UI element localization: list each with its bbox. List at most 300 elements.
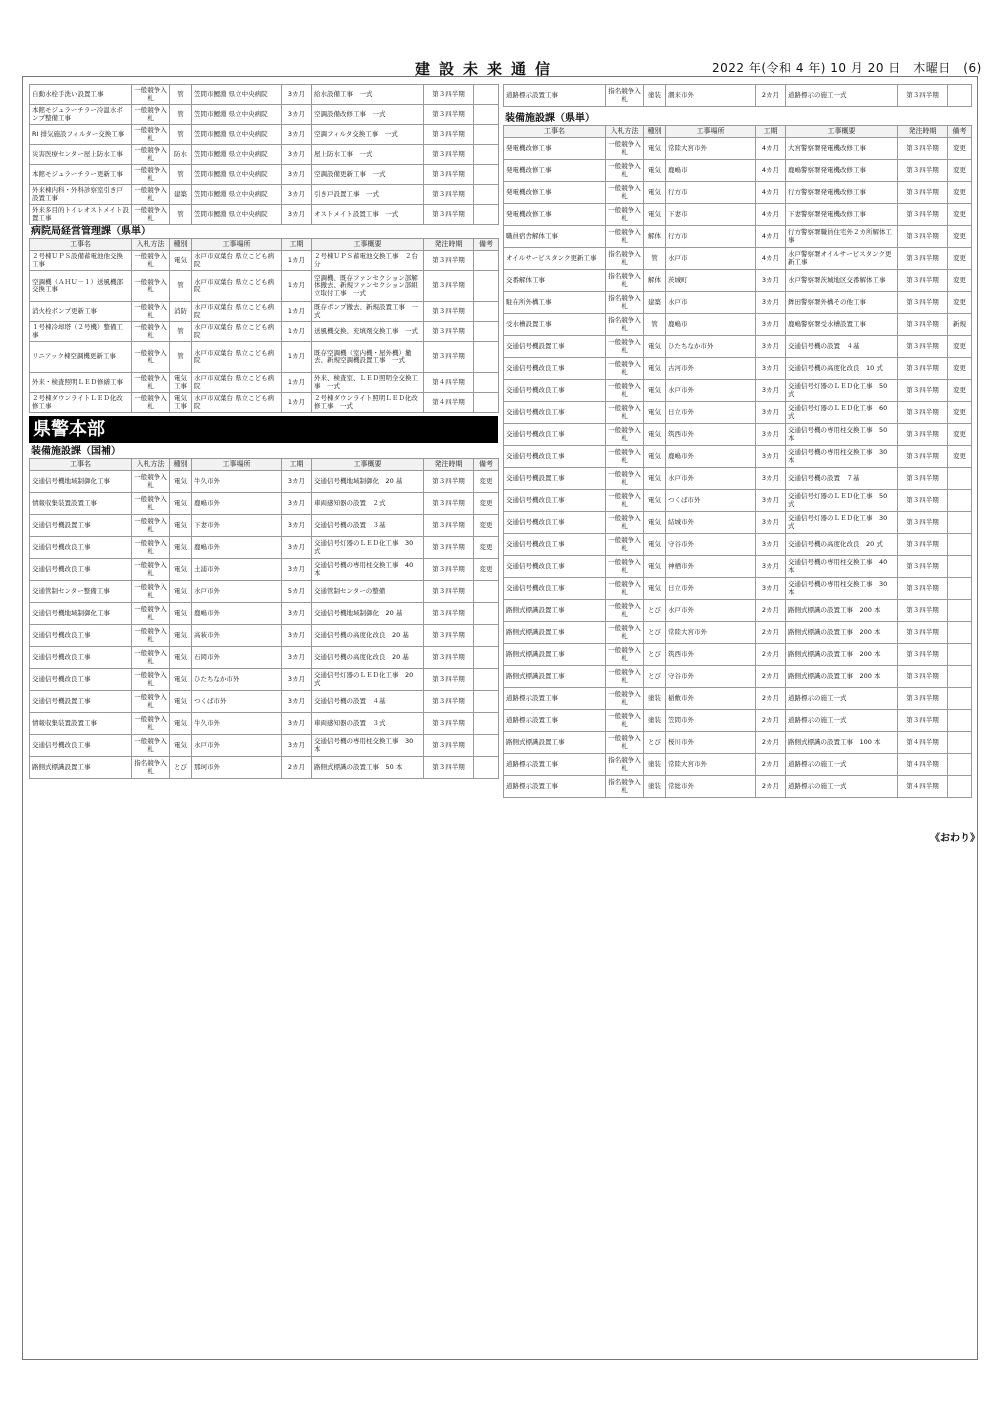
cell-summary: 送風機交換、充填剤交換工事 一式 (312, 322, 424, 342)
cell-bid-method: 指名競争入札 (606, 754, 644, 776)
cell-category: 電気 (644, 402, 666, 424)
cell-category: 電気 (170, 669, 192, 691)
table-row (30, 471, 499, 493)
cell-bid-method: 一般競争入札 (132, 559, 170, 581)
table-row (504, 556, 972, 578)
cell-work-name: 発電機改修工事 (504, 204, 606, 226)
table-row (30, 205, 499, 225)
table-row (504, 358, 972, 380)
cell-bid-method: 指名競争入札 (132, 757, 170, 779)
cell-order-timing: 第３四半期 (424, 85, 474, 105)
cell-remarks (948, 776, 972, 798)
cell-bid-method: 一般競争入札 (132, 515, 170, 537)
cell-period: 3カ月 (282, 735, 312, 757)
cell-order-timing: 第３四半期 (898, 270, 948, 292)
cell-work-name: 交通信号機改良工事 (30, 735, 132, 757)
cell-category: 電気工事 (170, 373, 192, 393)
table-row (504, 578, 972, 600)
cell-bid-method: 一般競争入札 (606, 732, 644, 754)
cell-summary: 交通信号灯器のＬＥＤ化工事 20 式 (312, 669, 424, 691)
section-title-police-national: 装備施設課（国補） (31, 446, 121, 457)
cell-location: 笠間市鯉淵 県立中央病院 (192, 125, 282, 145)
cell-work-name: 路側式標識設置工事 (504, 666, 606, 688)
cell-location: 高萩市外 (192, 625, 282, 647)
cell-order-timing: 第４四半期 (898, 776, 948, 798)
cell-bid-method: 一般競争入札 (132, 603, 170, 625)
cell-remarks (474, 185, 499, 205)
table-row (504, 754, 972, 776)
cell-summary: 交通信号機の高度化改良 20 基 (312, 647, 424, 669)
table-row (504, 402, 972, 424)
cell-work-name: 外来棟内科・外科診察室引き戸設置工事 (30, 185, 132, 205)
cell-remarks (474, 373, 499, 393)
table-row (30, 735, 499, 757)
cell-location: 下妻市 (666, 204, 756, 226)
column-header-location: 工事場所 (666, 126, 756, 138)
cell-summary: 交通信号機地域制御化 20 基 (312, 603, 424, 625)
table-row (30, 559, 499, 581)
cell-remarks (474, 165, 499, 185)
cell-period: 2カ月 (756, 688, 786, 710)
cell-work-name: 外来・検査照明ＬＥＤ修繕工事 (30, 373, 132, 393)
cell-remarks: 変更 (948, 226, 972, 248)
cell-bid-method: 一般競争入札 (132, 393, 170, 413)
cell-summary: 大宮警察署発電機改修工事 (786, 138, 898, 160)
cell-work-name: 交通信号機改良工事 (504, 534, 606, 556)
cell-location: 常総市外 (666, 776, 756, 798)
cell-remarks: 新規 (948, 314, 972, 336)
cell-order-timing: 第３四半期 (424, 625, 474, 647)
cell-location: 常陸大宮市外 (666, 754, 756, 776)
cell-category: とび (644, 600, 666, 622)
cell-location: 水戸市双葉台 県立こども病院 (192, 302, 282, 322)
cell-bid-method: 一般競争入札 (606, 204, 644, 226)
cell-period: 3カ月 (282, 713, 312, 735)
cell-category: 塗装 (644, 688, 666, 710)
cell-location: 笠間市鯉淵 県立中央病院 (192, 85, 282, 105)
cell-category: 電気 (170, 603, 192, 625)
cell-period: 1カ月 (282, 271, 312, 302)
cell-order-timing: 第３四半期 (424, 603, 474, 625)
cell-category: 管 (170, 322, 192, 342)
cell-order-timing: 第３四半期 (424, 647, 474, 669)
cell-category: 電気 (644, 578, 666, 600)
table-row (504, 160, 972, 182)
cell-work-name: 交通信号機地域制御化工事 (30, 471, 132, 493)
cell-work-name: 発電機改修工事 (504, 182, 606, 204)
cell-period: 2カ月 (756, 666, 786, 688)
cell-location: 笠間市外 (666, 710, 756, 732)
cell-bid-method: 一般競争入札 (606, 534, 644, 556)
table-row (30, 537, 499, 559)
cell-bid-method: 一般競争入札 (606, 578, 644, 600)
cell-period: 3カ月 (282, 647, 312, 669)
table-right-top (503, 84, 972, 107)
table-row (504, 85, 972, 107)
cell-period: 3カ月 (282, 493, 312, 515)
cell-location: 日立市外 (666, 402, 756, 424)
masthead (0, 58, 1000, 76)
cell-remarks: 変更 (948, 446, 972, 468)
table-row (30, 515, 499, 537)
cell-order-timing: 第３四半期 (424, 471, 474, 493)
cell-summary: 空調機、既存ファンセクション部解体撤去、新規ファンセクション部組立取付工事 一式 (312, 271, 424, 302)
cell-bid-method: 指名競争入札 (606, 248, 644, 270)
cell-bid-method: 一般競争入札 (132, 205, 170, 225)
cell-bid-method: 一般競争入札 (132, 145, 170, 165)
cell-location: 土浦市外 (192, 559, 282, 581)
table-row (30, 647, 499, 669)
cell-order-timing: 第３四半期 (898, 424, 948, 446)
cell-remarks (474, 735, 499, 757)
cell-summary: 交通信号機地域制御化 20 基 (312, 471, 424, 493)
cell-order-timing: 第３四半期 (898, 622, 948, 644)
table-row (30, 757, 499, 779)
cell-period: 3カ月 (756, 468, 786, 490)
cell-category: とび (644, 622, 666, 644)
cell-summary: 交通信号機の高度化改良 20 基 (312, 625, 424, 647)
cell-period: 2カ月 (282, 757, 312, 779)
cell-location: 桜川市外 (666, 732, 756, 754)
cell-category: 消防 (170, 302, 192, 322)
table-row (30, 125, 499, 145)
cell-bid-method: 一般競争入札 (606, 160, 644, 182)
cell-category: 電気 (644, 534, 666, 556)
cell-location: 日立市外 (666, 578, 756, 600)
cell-order-timing: 第３四半期 (898, 336, 948, 358)
cell-summary: 交通信号機の高度化改良 20 式 (786, 534, 898, 556)
cell-period: 1カ月 (282, 393, 312, 413)
cell-period: 2カ月 (756, 732, 786, 754)
cell-period: 3カ月 (756, 578, 786, 600)
cell-period: 3カ月 (756, 534, 786, 556)
cell-summary: 路側式標識の設置工事 200 本 (786, 622, 898, 644)
cell-remarks (474, 713, 499, 735)
cell-work-name: 空調機（ＡＨＵ－１）送風機部交換工事 (30, 271, 132, 302)
cell-remarks (474, 145, 499, 165)
cell-order-timing: 第３四半期 (898, 160, 948, 182)
cell-category: 管 (170, 271, 192, 302)
cell-category: 電気 (170, 515, 192, 537)
cell-location: ひたちなか市外 (666, 336, 756, 358)
table-row (30, 271, 499, 302)
cell-category: 電気 (644, 204, 666, 226)
cell-remarks (948, 710, 972, 732)
cell-summary: 外来、検査室、ＬＥＤ照明全交換工事 一式 (312, 373, 424, 393)
table-row (504, 688, 972, 710)
cell-bid-method: 一般競争入札 (606, 336, 644, 358)
cell-remarks (474, 647, 499, 669)
table-row (30, 713, 499, 735)
cell-location: 水戸市外 (666, 380, 756, 402)
cell-remarks (474, 125, 499, 145)
cell-work-name: 交通信号機改良工事 (504, 556, 606, 578)
cell-period: 3カ月 (756, 402, 786, 424)
cell-work-name: 交通信号機改良工事 (504, 424, 606, 446)
cell-summary: 路側式標識の設置工事 100 本 (786, 732, 898, 754)
cell-category: 電気工事 (170, 393, 192, 413)
cell-order-timing: 第３四半期 (424, 537, 474, 559)
column-header-remarks: 備考 (474, 459, 499, 471)
cell-period: 1カ月 (282, 342, 312, 373)
table-row (504, 622, 972, 644)
table-row (504, 314, 972, 336)
cell-remarks (474, 251, 499, 271)
cell-summary: 引き戸設置工事 一式 (312, 185, 424, 205)
cell-remarks: 変更 (474, 537, 499, 559)
cell-bid-method: 指名競争入札 (606, 776, 644, 798)
cell-order-timing: 第３四半期 (424, 713, 474, 735)
cell-work-name: 消火栓ポンプ更新工事 (30, 302, 132, 322)
cell-bid-method: 一般競争入札 (606, 512, 644, 534)
column-header-order-timing: 発注時期 (424, 459, 474, 471)
cell-bid-method: 一般競争入札 (132, 302, 170, 322)
cell-location: 水戸市双葉台 県立こども病院 (192, 322, 282, 342)
cell-remarks (474, 271, 499, 302)
cell-category: 電気 (170, 713, 192, 735)
cell-order-timing: 第４四半期 (424, 393, 474, 413)
cell-summary: 道路標示の施工一式 (786, 710, 898, 732)
cell-work-name: 路側式標識設置工事 (30, 757, 132, 779)
cell-location: 水戸市 (666, 292, 756, 314)
cell-bid-method: 一般競争入札 (132, 581, 170, 603)
column-header-work-name: 工事名 (30, 459, 132, 471)
cell-bid-method: 一般競争入札 (606, 446, 644, 468)
table-row (30, 669, 499, 691)
cell-work-name: 駐在所外構工事 (504, 292, 606, 314)
cell-remarks (474, 85, 499, 105)
cell-work-name: 道路標示設置工事 (504, 688, 606, 710)
cell-remarks: 変更 (948, 204, 972, 226)
cell-location: 常陸大宮市外 (666, 622, 756, 644)
cell-summary: 交通信号灯器のＬＥＤ化工事 30 式 (312, 537, 424, 559)
cell-location: ひたちなか市外 (192, 669, 282, 691)
cell-category: 電気 (170, 559, 192, 581)
cell-order-timing: 第３四半期 (424, 757, 474, 779)
cell-period: 3カ月 (282, 669, 312, 691)
cell-remarks: 変更 (948, 424, 972, 446)
cell-category: 電気 (644, 160, 666, 182)
cell-summary: 路側式標識の設置工事 200 本 (786, 600, 898, 622)
cell-location: 石岡市外 (192, 647, 282, 669)
cell-summary: 鹿嶋警察署発電機改修工事 (786, 160, 898, 182)
column-header-order-timing: 発注時期 (898, 126, 948, 138)
cell-work-name: 情報収集装置設置工事 (30, 493, 132, 515)
cell-work-name: RI 排気施設フィルター交換工事 (30, 125, 132, 145)
cell-bid-method: 一般競争入札 (132, 647, 170, 669)
column-header-category: 種別 (170, 459, 192, 471)
table-row (30, 165, 499, 185)
cell-order-timing: 第３四半期 (424, 493, 474, 515)
cell-period: 2カ月 (756, 85, 786, 107)
cell-summary: 路側式標識の設置工事 200 本 (786, 666, 898, 688)
cell-period: 3カ月 (282, 471, 312, 493)
cell-work-name: 交通信号機改良工事 (504, 402, 606, 424)
cell-bid-method: 一般競争入札 (606, 138, 644, 160)
table-row (30, 493, 499, 515)
table-row (504, 446, 972, 468)
cell-remarks: 変更 (948, 160, 972, 182)
section-title-hospital: 病院局経営管理課（県単） (31, 226, 151, 237)
cell-summary: 道路標示の施工一式 (786, 754, 898, 776)
cell-summary: 交通信号灯器のＬＥＤ化工事 50 式 (786, 490, 898, 512)
cell-bid-method: 一般競争入札 (606, 424, 644, 446)
table-row (504, 644, 972, 666)
cell-period: 3カ月 (282, 691, 312, 713)
cell-bid-method: 一般競争入札 (132, 373, 170, 393)
column-header-period: 工期 (756, 126, 786, 138)
cell-location: 筑西市外 (666, 644, 756, 666)
cell-remarks: 変更 (948, 380, 972, 402)
cell-period: 2カ月 (756, 710, 786, 732)
cell-remarks (474, 342, 499, 373)
cell-location: 鹿嶋市外 (192, 537, 282, 559)
cell-remarks (948, 666, 972, 688)
column-header-remarks: 備考 (474, 239, 499, 251)
cell-summary: 交通信号機の設置 ３基 (312, 515, 424, 537)
cell-work-name: 交通信号機改良工事 (504, 490, 606, 512)
cell-order-timing: 第３四半期 (898, 578, 948, 600)
cell-remarks (474, 205, 499, 225)
cell-summary: 空調設備改修工事 一式 (312, 105, 424, 125)
cell-remarks: 変更 (474, 559, 499, 581)
table-row (504, 710, 972, 732)
column-header-work-name: 工事名 (504, 126, 606, 138)
cell-category: 管 (644, 248, 666, 270)
cell-remarks (948, 578, 972, 600)
cell-remarks (948, 754, 972, 776)
cell-work-name: オイルサービスタンク更新工事 (504, 248, 606, 270)
cell-bid-method: 一般競争入札 (132, 185, 170, 205)
cell-bid-method: 一般競争入札 (606, 226, 644, 248)
cell-category: 塗装 (644, 754, 666, 776)
cell-work-name: 路側式標識設置工事 (504, 732, 606, 754)
table-row (504, 292, 972, 314)
cell-summary: 給水設備工事 一式 (312, 85, 424, 105)
cell-period: 1カ月 (282, 322, 312, 342)
cell-summary: オストメイト設置工事 一式 (312, 205, 424, 225)
cell-remarks (474, 691, 499, 713)
table-row (504, 182, 972, 204)
cell-order-timing: 第３四半期 (424, 165, 474, 185)
cell-period: 3カ月 (756, 512, 786, 534)
cell-bid-method: 一般競争入札 (606, 622, 644, 644)
column-header-summary: 工事概要 (786, 126, 898, 138)
cell-category: 管 (170, 342, 192, 373)
cell-bid-method: 一般競争入札 (606, 182, 644, 204)
cell-summary: 交通信号機の専用柱交換工事 50 本 (786, 424, 898, 446)
column-header-location: 工事場所 (192, 239, 282, 251)
end-marker: 《おわり》 (930, 833, 980, 844)
cell-remarks: 変更 (948, 336, 972, 358)
cell-bid-method: 一般競争入札 (132, 271, 170, 302)
cell-category: 電気 (644, 138, 666, 160)
cell-remarks (948, 85, 972, 107)
cell-order-timing: 第３四半期 (898, 556, 948, 578)
table-row (30, 373, 499, 393)
table-row (504, 600, 972, 622)
table-row (30, 342, 499, 373)
cell-work-name: 交番解体工事 (504, 270, 606, 292)
cell-summary: 水戸警察署茨城地区交番解体工事 (786, 270, 898, 292)
cell-location: 茨城町 (666, 270, 756, 292)
table-row (504, 468, 972, 490)
issue-date: 2022 年(令和 4 年) 10 月 20 日 木曜日 (6) (712, 61, 982, 75)
cell-summary: 空調フィルタ交換工事 一式 (312, 125, 424, 145)
cell-location: 水戸市双葉台 県立こども病院 (192, 393, 282, 413)
cell-work-name: 交通管制センター整備工事 (30, 581, 132, 603)
cell-remarks: 変更 (474, 471, 499, 493)
table-row (30, 302, 499, 322)
table-row (504, 226, 972, 248)
cell-work-name: 交通信号機改良工事 (30, 669, 132, 691)
cell-remarks: 変更 (948, 358, 972, 380)
cell-work-name: 道路標示設置工事 (504, 754, 606, 776)
cell-order-timing: 第３四半期 (898, 314, 948, 336)
cell-location: 水戸市外 (666, 468, 756, 490)
cell-location: 水戸市双葉台 県立こども病院 (192, 373, 282, 393)
cell-work-name: 本館モジュラーチラー更新工事 (30, 165, 132, 185)
cell-location: 鹿嶋市外 (192, 493, 282, 515)
column-header-period: 工期 (282, 239, 312, 251)
cell-location: 水戸市 (666, 248, 756, 270)
cell-period: 4カ月 (756, 204, 786, 226)
cell-order-timing: 第３四半期 (898, 534, 948, 556)
cell-remarks (474, 393, 499, 413)
cell-period: 3カ月 (282, 625, 312, 647)
cell-category: 解体 (644, 226, 666, 248)
cell-category: 建築 (644, 292, 666, 314)
cell-location: 鹿嶋市外 (192, 603, 282, 625)
cell-period: 3カ月 (282, 559, 312, 581)
cell-period: 3カ月 (282, 185, 312, 205)
table-row (504, 732, 972, 754)
cell-bid-method: 一般競争入札 (606, 402, 644, 424)
cell-period: 2カ月 (756, 622, 786, 644)
cell-work-name: 職員宿舎解体工事 (504, 226, 606, 248)
cell-order-timing: 第３四半期 (424, 302, 474, 322)
cell-bid-method: 一般競争入札 (132, 713, 170, 735)
cell-location: 水戸市双葉台 県立こども病院 (192, 342, 282, 373)
cell-order-timing: 第３四半期 (424, 735, 474, 757)
cell-bid-method: 一般競争入札 (606, 490, 644, 512)
cell-summary: 既存空調機（室内機・屋外機）撤去、新規空調機設置工事 一式 (312, 342, 424, 373)
cell-bid-method: 一般競争入札 (132, 165, 170, 185)
cell-order-timing: 第３四半期 (898, 380, 948, 402)
cell-period: 3カ月 (282, 125, 312, 145)
cell-work-name: 交通信号機改良工事 (30, 647, 132, 669)
cell-category: 建築 (170, 185, 192, 205)
table-row (504, 336, 972, 358)
cell-order-timing: 第３四半期 (898, 710, 948, 732)
cell-summary: ２号棟ダウンライト照明ＬＥＤ化改修工事 一式 (312, 393, 424, 413)
cell-bid-method: 一般競争入札 (132, 125, 170, 145)
cell-location: 笠間市鯉淵 県立中央病院 (192, 205, 282, 225)
cell-work-name: 交通信号機設置工事 (504, 336, 606, 358)
cell-location: 筑西市外 (666, 424, 756, 446)
column-header-work-name: 工事名 (30, 239, 132, 251)
table-row (30, 603, 499, 625)
cell-remarks (474, 581, 499, 603)
cell-category: 電気 (170, 691, 192, 713)
table-row (504, 534, 972, 556)
cell-bid-method: 一般競争入札 (606, 358, 644, 380)
cell-work-name: 交通信号機改良工事 (504, 578, 606, 600)
cell-order-timing: 第３四半期 (898, 226, 948, 248)
cell-period: 3カ月 (756, 380, 786, 402)
cell-period: 3カ月 (756, 556, 786, 578)
table-row (504, 380, 972, 402)
